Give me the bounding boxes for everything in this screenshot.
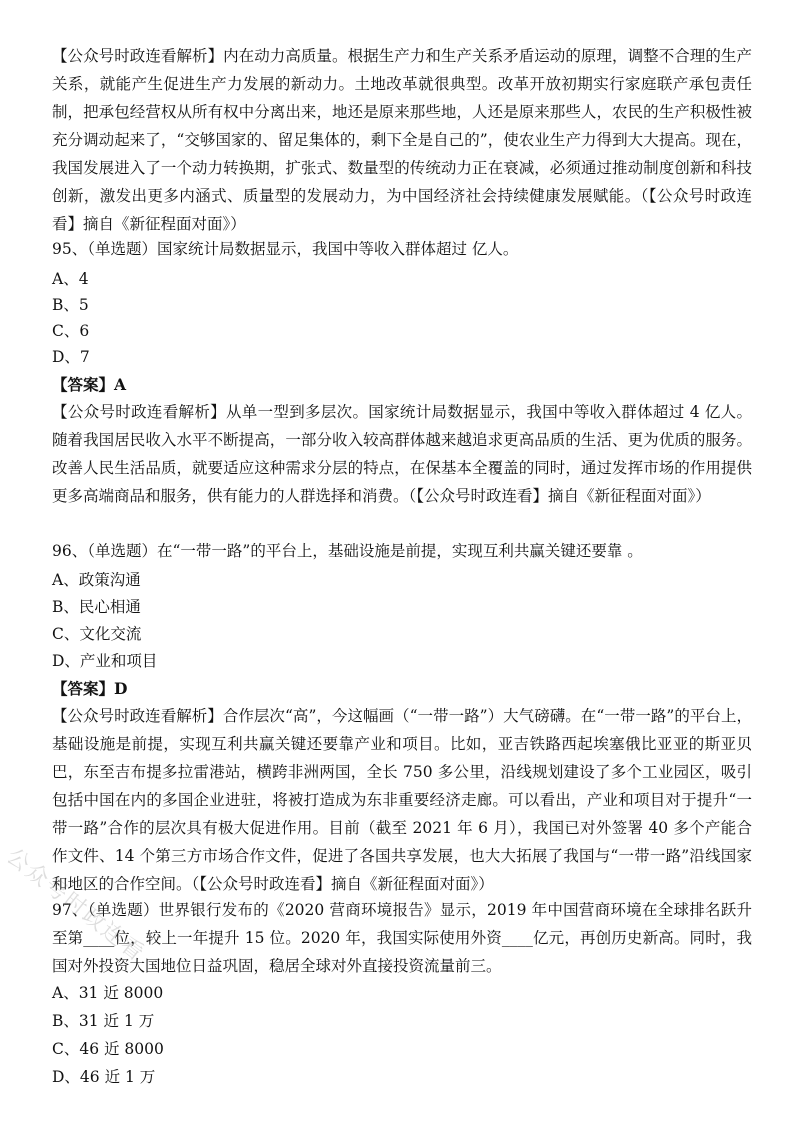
intro-analysis: 【公众号时政连看解析】内在动力高质量。根据生产力和生产关系矛盾运动的原理，调整不合理的生产关系，就能产生促进生产力发展的新动力。土地改革就很典型。改革开放初期实行家庭联产承包责任制，把承包经营权从所有权中分离出来，地还是原来那些地，人还是原来那些人，农民的生产积极性被充分调动起来了，“交够国家的、留足集体的，剩下全是自己的”，使农业生产力得到大大提高。现在，我国发展进入了一个动力转换期，扩张式、数量型的传统动力正在衰减，必须通过推动制度创新和科技创新，激发出更多内涵式、质量型的发展动力，为中国经济社会持续健康发展赋能。（【公众号时政连看】摘自《新征程面对面》） (52, 47, 752, 233)
q97-question: 97、（单选题）世界银行发布的《2020 营商环境报告》显示，2019 年中国营商环境在全球排名跃升至第____位，较上一年提升 15 位。2020 年，我国实际使用外资____亿元，再创历史新高。同时，我国对外投资大国地位日益巩固，稳居全球对外直接投资流量前三。 (52, 901, 752, 975)
q96-option-a: A、政策沟通 (52, 571, 141, 589)
watermark: 公众号时政连看 (1, 843, 150, 968)
q95-analysis: 【公众号时政连看解析】从单一型到多层次。国家统计局数据显示，我国中等收入群体超过 4 亿人。随着我国居民收入水平不断提高，一部分收入较高群体越来越追求更高品质的生活、更为优质的服务。改善人民生活品质，就要适应这种需求分层的特点，在保基本全覆盖的同时，通过发挥市场的作用提供更多高端商品和服务，供有能力的人群选择和消费。（【公众号时政连看】摘自《新征程面对面》） (52, 403, 752, 505)
q95-option-b: B、5 (52, 296, 89, 314)
q97-option-a: A、31 近 8000 (52, 984, 164, 1002)
q95-option-a: A、4 (52, 270, 89, 288)
q96-option-c: C、文化交流 (52, 625, 142, 643)
q95-option-c: C、6 (52, 322, 90, 340)
q96-option-d: D、产业和项目 (52, 652, 158, 670)
q95-question: 95、（单选题）国家统计局数据显示，我国中等收入群体超过 亿人。 (52, 240, 519, 258)
q97-option-b: B、31 近 1 万 (52, 1012, 155, 1030)
q97-option-d: D、46 近 1 万 (52, 1068, 156, 1086)
q96-option-b: B、民心相通 (52, 598, 141, 616)
q97-option-c: C、46 近 8000 (52, 1040, 164, 1058)
q95-option-d: D、7 (52, 348, 90, 366)
q96-analysis: 【公众号时政连看解析】合作层次“高”，今这幅画（“一带一路”）大气磅礴。在“一带一路”的平台上，基础设施是前提，实现互利共赢关键还要靠产业和项目。比如，亚吉铁路西起埃塞俄比亚亚的斯亚贝巴，东至吉布提多拉雷港站，横跨非洲两国，全长 750 多公里，沿线规划建设了多个工业园区，吸引包括中国在内的多国企业进驻，将被打造成为东非重要经济走廊。可以看出，产业和项目对于提升“一带一路”合作的层次具有极大促进作用。目前（截至 2021 年 6 月），我国已对外签署 40 多个产能合作文件、14 个第三方市场合作文件，促进了各国共享发展，也大大拓展了我国与“一带一路”沿线国家和地区的合作空间。（【公众号时政连看】摘自《新征程面对面》） (52, 707, 752, 893)
q95-answer: 【答案】A (52, 375, 127, 394)
q96-question: 96、（单选题）在“一带一路”的平台上，基础设施是前提，实现互利共赢关键还要靠 。 (52, 542, 643, 560)
q96-answer: 【答案】D (52, 679, 128, 698)
